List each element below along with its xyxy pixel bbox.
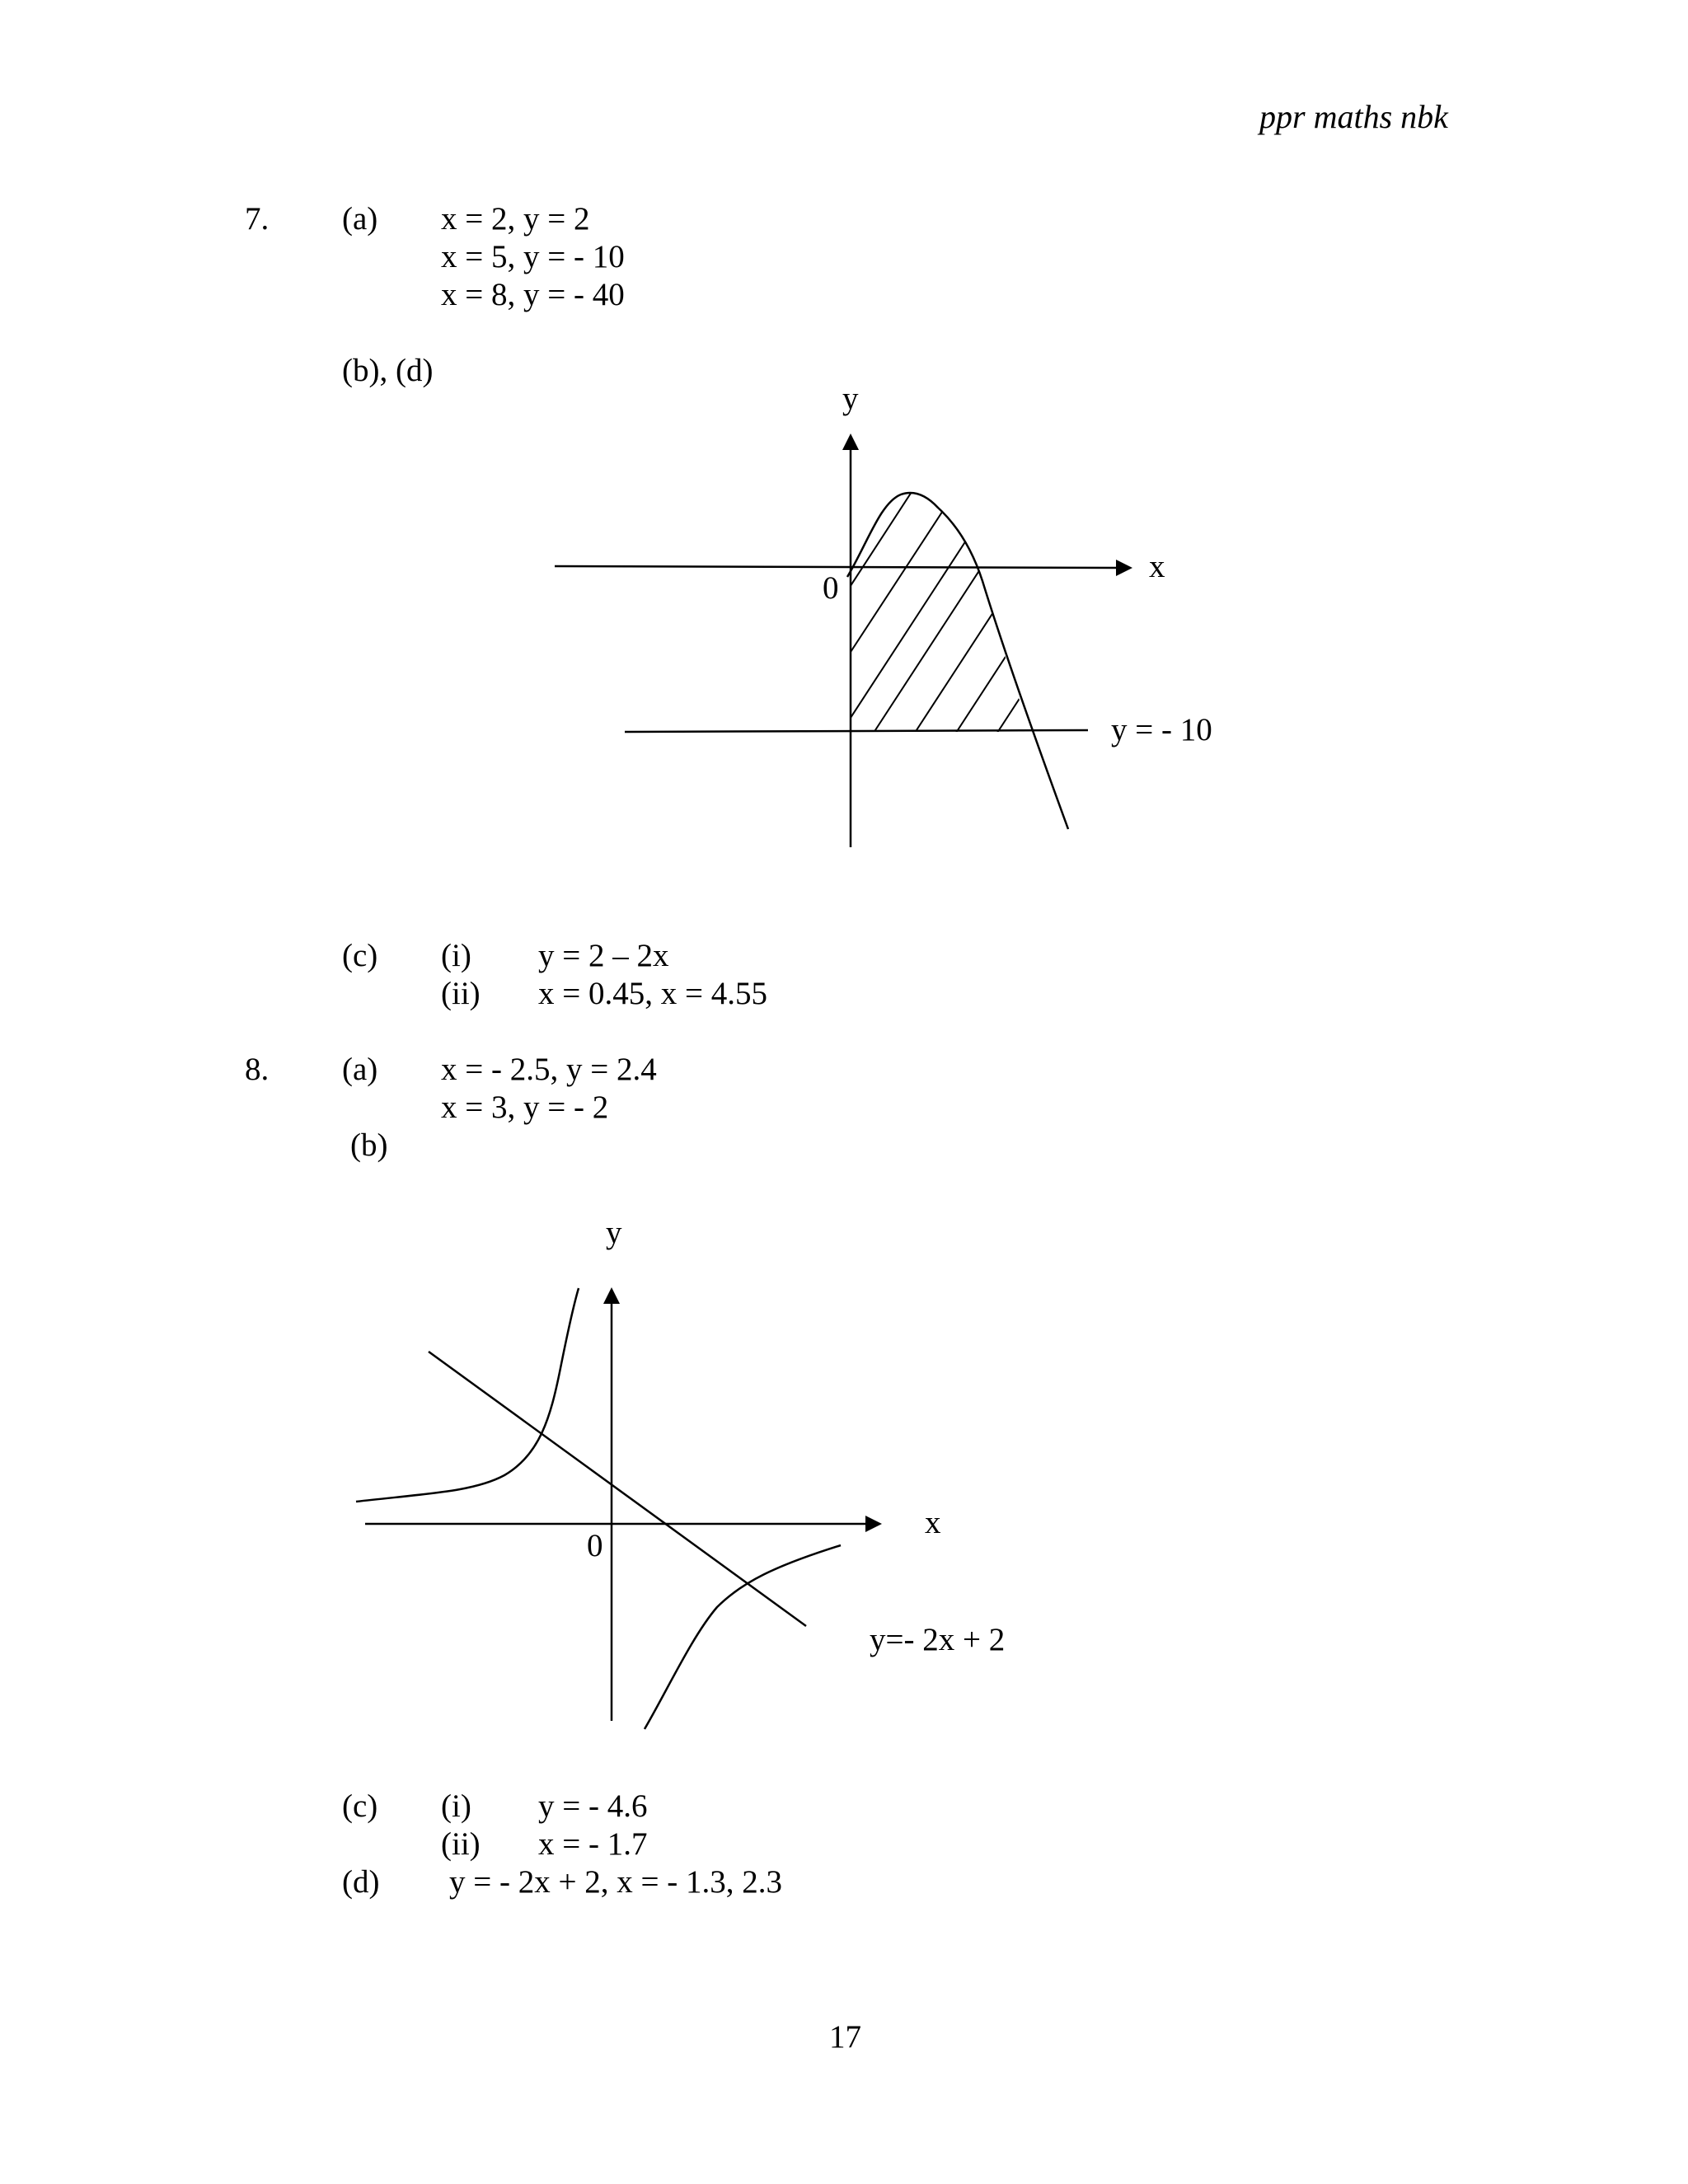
- q7-c-ii-label: (ii): [441, 976, 481, 1011]
- q7-c-i-answer: y = 2 – 2x: [538, 938, 669, 973]
- q8-part-d-label: (d): [342, 1864, 380, 1900]
- q7-part-c-label: (c): [342, 938, 378, 973]
- page-number: 17: [829, 2019, 861, 2055]
- q8-a-answer-line-2: x = 3, y = - 2: [441, 1090, 609, 1125]
- q8-curve-right-branch: [645, 1545, 841, 1729]
- q8-curve-left-branch: [356, 1288, 579, 1502]
- q8-origin-label: 0: [587, 1528, 603, 1563]
- q8-x-axis-label: x: [925, 1505, 941, 1540]
- q8-c-ii-label: (ii): [441, 1826, 481, 1862]
- q8-c-i-label: (i): [441, 1788, 471, 1824]
- q7-part-a-label: (a): [342, 201, 378, 237]
- q7-y-axis-label: y: [842, 381, 859, 416]
- q7-origin-label: 0: [823, 570, 839, 606]
- q7-line-label: y = - 10: [1111, 712, 1212, 748]
- q8-a-answer-line-1: x = - 2.5, y = 2.4: [441, 1052, 657, 1087]
- q7-c-ii-answer: x = 0.45, x = 4.55: [538, 976, 767, 1011]
- running-header: ppr maths nbk: [1259, 98, 1448, 135]
- q7-x-axis-label: x: [1149, 549, 1165, 584]
- q7-a-answer-line-3: x = 8, y = - 40: [441, 277, 625, 312]
- q7-part-bd-label: (b), (d): [342, 353, 434, 388]
- q8-y-axis-arrow-icon: [603, 1287, 620, 1304]
- q7-c-i-label: (i): [441, 938, 471, 973]
- q7-a-answer-line-1: x = 2, y = 2: [441, 201, 590, 237]
- q8-part-b-label: (b): [350, 1127, 388, 1163]
- q8-y-axis-label: y: [606, 1215, 622, 1250]
- q8-line-y-minus-2x-plus-2: [429, 1352, 806, 1626]
- q8-part-a-label: (a): [342, 1052, 378, 1087]
- question-8-number: 8.: [245, 1052, 270, 1087]
- q8-d-answer: y = - 2x + 2, x = - 1.3, 2.3: [449, 1864, 782, 1900]
- q8-x-axis-arrow-icon: [865, 1516, 882, 1532]
- q7-a-answer-line-2: x = 5, y = - 10: [441, 239, 625, 274]
- question-7-number: 7.: [245, 201, 270, 237]
- q8-c-ii-answer: x = - 1.7: [538, 1826, 648, 1862]
- q8-c-i-answer: y = - 4.6: [538, 1788, 648, 1824]
- q8-part-c-label: (c): [342, 1788, 378, 1824]
- q8-line-label: y=- 2x + 2: [870, 1622, 1006, 1657]
